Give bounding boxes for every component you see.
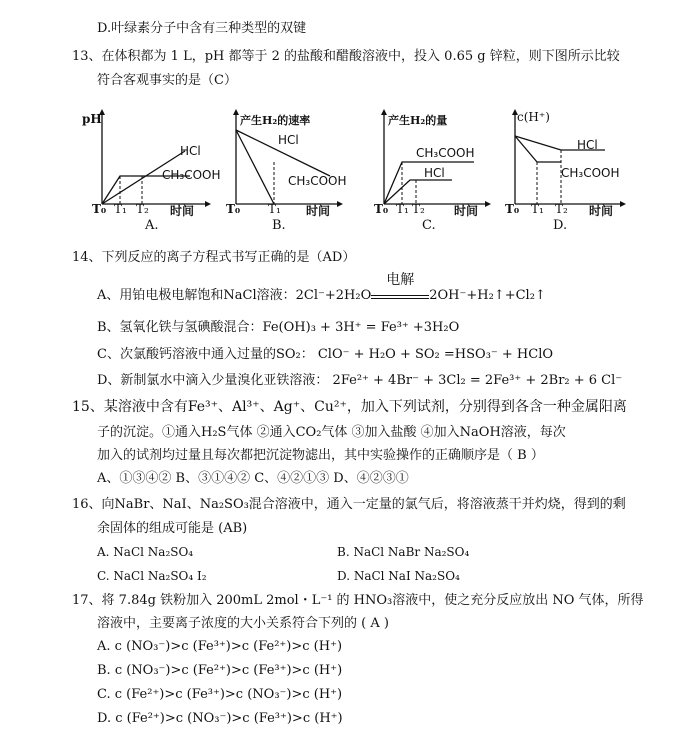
chart-c-x-arrow	[485, 201, 491, 207]
chart-c-t2: T₂	[412, 202, 425, 216]
chart-b-ylabel: 产生H₂的速率	[240, 114, 311, 127]
chart-b-caption: B.	[272, 218, 286, 233]
chart-a-ch3cooh-label: CH₃COOH	[162, 168, 221, 182]
chart-b	[222, 106, 352, 238]
chart-d	[505, 106, 635, 238]
chart-d-caption: D.	[553, 218, 568, 233]
q14-option-a	[97, 272, 546, 305]
chart-c-hcl-line	[384, 180, 452, 204]
q14-option-d: D、新制氯水中滴入少量溴化亚铁溶液： 2Fe²⁺ + 4Br⁻ + 3Cl₂ = 2Fe³⁺ + 2Br₂ + 6 Cl⁻	[97, 373, 623, 388]
q16-option-b: B. NaCl NaBr Na₂SO₄	[337, 545, 470, 559]
q15-line3: 加入的试剂均过量且每次都把沉淀物滤出，其中实验操作的正确顺序是（ B ）	[97, 448, 544, 463]
chart-a-caption: A.	[145, 218, 159, 233]
chart-a	[80, 106, 221, 238]
q12-option-d: D.叶绿素分子中含有三种类型的双键	[97, 21, 307, 36]
q17-option-b: B. c (NO₃⁻)>c (Fe²⁺)>c (Fe³⁺)>c (H⁺)	[97, 663, 343, 678]
q14-stem: 14、下列反应的离子方程式书写正确的是（AD）	[72, 250, 356, 265]
q13-stem-line1: 13、在体积都为 1 L，pH 都等于 2 的盐酸和醋酸溶液中，投入 0.65 g 锌粒，则下图所示比较	[72, 49, 620, 64]
q16-line2: 余固体的组成可能是 (AB)	[97, 521, 248, 536]
chart-b-x-arrow	[337, 201, 343, 207]
chart-c-xlabel: 时间	[454, 204, 479, 218]
q14-option-c: C、次氯酸钙溶液中通入过量的SO₂： ClO⁻ + H₂O + SO₂ =HSO₃⁻ + HClO	[97, 347, 554, 362]
q16-option-d: D. NaCl NaI Na₂SO₄	[337, 569, 460, 583]
q14-a-arrow	[371, 272, 429, 299]
chart-b-t1: T₁	[268, 202, 281, 216]
q17-line2: 溶液中，主要离子浓度的大小关系符合下列的 ( A )	[97, 616, 389, 631]
q14-a-double-bar	[371, 295, 429, 299]
chart-d-t1: T₁	[531, 202, 544, 216]
chart-a-t0: T₀	[92, 202, 107, 216]
q16-option-c: C. NaCl Na₂SO₄ I₂	[97, 569, 207, 583]
q14-a-right: 2OH⁻+H₂↑+Cl₂↑	[429, 288, 546, 303]
chart-c	[370, 106, 500, 238]
chart-a-t1: T₁	[114, 202, 127, 216]
chart-d-ch3cooh-label: CH₃COOH	[561, 166, 620, 180]
q13-stem-line2: 符合客观事实的是（C）	[97, 73, 237, 88]
chart-b-y-arrow	[233, 109, 239, 115]
chart-c-y-arrow	[381, 109, 387, 115]
chart-c-ylabel: 产生H₂的量	[388, 114, 448, 127]
chart-a-t2: T₂	[136, 202, 149, 216]
chart-b-t0: T₀	[226, 202, 241, 216]
q17-option-c: C. c (Fe²⁺)>c (Fe³⁺)>c (NO₃⁻)>c (H⁺)	[97, 687, 343, 702]
q14-a-left: A、用铂电极电解饱和NaCl溶液：2Cl⁻+2H₂O	[97, 288, 372, 303]
chart-c-t1: T₁	[396, 202, 409, 216]
chart-d-xlabel: 时间	[589, 204, 614, 218]
chart-b-hcl-line	[236, 130, 274, 204]
chart-c-hcl-label: HCl	[424, 166, 445, 180]
chart-a-hcl-label: HCl	[180, 144, 201, 158]
q14-a-condition: 电解	[386, 272, 415, 288]
chart-a-ylabel: pH	[82, 112, 102, 126]
chart-b-hcl-label: HCl	[278, 133, 299, 147]
chart-d-ch3cooh-line	[515, 136, 561, 162]
q17-line1: 17、将 7.84g 铁粉加入 200mL 2mol・L⁻¹ 的 HNO₃溶液中，使之充分反应放出 NO 气体，所得	[72, 593, 644, 608]
chart-a-xlabel: 时间	[170, 204, 195, 218]
chart-b-ch3cooh-label: CH₃COOH	[288, 174, 347, 188]
q17-option-d: D. c (Fe²⁺)>c (NO₃⁻)>c (Fe³⁺)>c (H⁺)	[97, 711, 343, 726]
chart-c-caption: C.	[422, 218, 436, 233]
chart-a-x-arrow	[205, 201, 211, 207]
q15-line2: 子的沉淀。①通入H₂S气体 ②通入CO₂气体 ③加入盐酸 ④加入NaOH溶液，每次	[97, 425, 566, 440]
q16-option-a: A. NaCl Na₂SO₄	[97, 545, 194, 559]
q16-line1: 16、向NaBr、NaI、Na₂SO₃混合溶液中，通入一定量的氯气后，将溶液蒸干并灼烧，得到的剩	[72, 497, 626, 512]
chart-c-ch3cooh-label: CH₃COOH	[416, 146, 475, 160]
q14-option-b: B、氢氧化铁与氢碘酸混合：Fe(OH)₃ + 3H⁺ = Fe³⁺ +3H₂O	[97, 320, 460, 335]
chart-d-hcl-label: HCl	[577, 138, 598, 152]
q15-options: A、①③④② B、③①④② C、④②①③ D、④②③①	[97, 471, 409, 486]
chart-d-t2: T₂	[555, 202, 568, 216]
chart-c-t0: T₀	[374, 202, 389, 216]
chart-d-t0: T₀	[505, 202, 520, 216]
chart-d-ylabel: c(H⁺)	[517, 110, 550, 124]
q17-option-a: A. c (NO₃⁻)>c (Fe³⁺)>c (Fe²⁺)>c (H⁺)	[97, 639, 343, 654]
q15-line1: 15、某溶液中含有Fe³⁺、Al³⁺、Ag⁺、Cu²⁺，加入下列试剂，分别得到各含一种金属阳离	[72, 399, 627, 415]
chart-d-x-arrow	[620, 201, 626, 207]
chart-b-xlabel: 时间	[306, 204, 331, 218]
